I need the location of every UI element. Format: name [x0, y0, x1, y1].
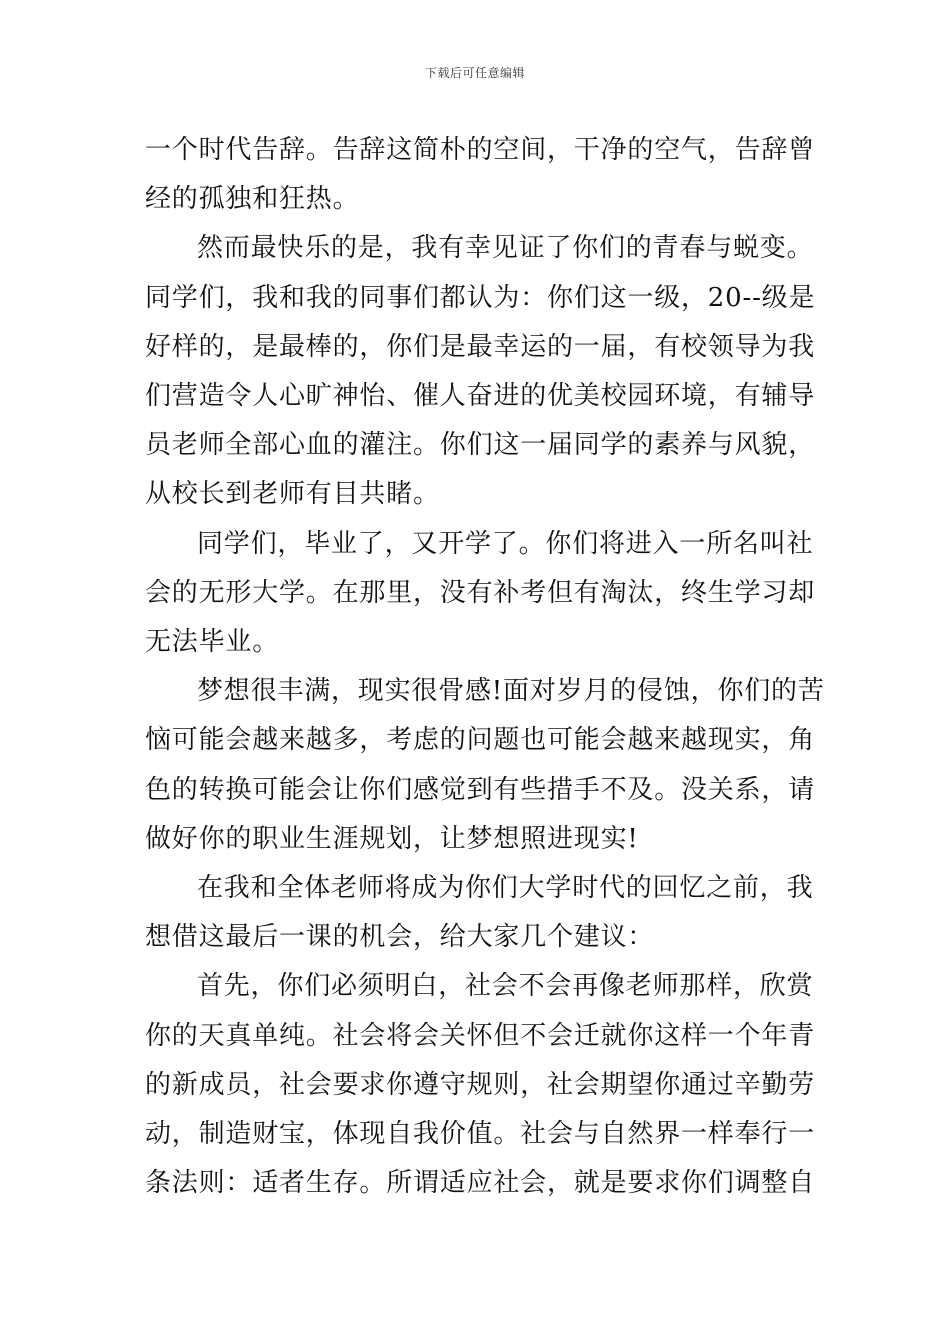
paragraph-continuation: 一个时代告辞。告辞这简朴的空间，干净的空气，告辞曾经的孤独和狂热。: [145, 135, 816, 215]
paragraph: 首先，你们必须明白，社会不会再像老师那样，欣赏你的天真单纯。社会将会关怀但不会迁就你这样一个年青的新成员，社会要求你遵守规则，社会期望你通过辛勤劳动，制造财宝，体现自我价值。社会与自然界一样奉行一条法则：适者生存。所谓适应社会，就是要求你们调整自: [145, 971, 816, 1199]
paragraph: 梦想很丰满，现实很骨感!面对岁月的侵蚀，你们的苦恼可能会越来越多，考虑的问题也可能会越来越现实，角色的转换可能会让你们感觉到有些措手不及。没关系，请做好你的职业生涯规划，让梦想照进现实!: [145, 676, 825, 854]
paragraph: 然而最快乐的是，我有幸见证了你们的青春与蜕变。同学们，我和我的同事们都认为：你们这一级，20--级是好样的，是最棒的，你们是最幸运的一届，有校领导为我们营造令人心旷神怡、催人奋进的优美校园环境，有辅导员老师全部心血的灌注。你们这一届同学的素养与风貌，从校长到老师有目共睹。: [145, 233, 816, 510]
paragraph: 同学们，毕业了，又开学了。你们将进入一所名叫社会的无形大学。在那里，没有补考但有淘汰，终生学习却无法毕业。: [145, 528, 816, 658]
page-header: 下载后可任意编辑: [424, 66, 525, 80]
paragraph: 在我和全体老师将成为你们大学时代的回忆之前，我想借这最后一课的机会，给大家几个建议：: [145, 873, 814, 953]
document-body: [145, 126, 825, 1208]
